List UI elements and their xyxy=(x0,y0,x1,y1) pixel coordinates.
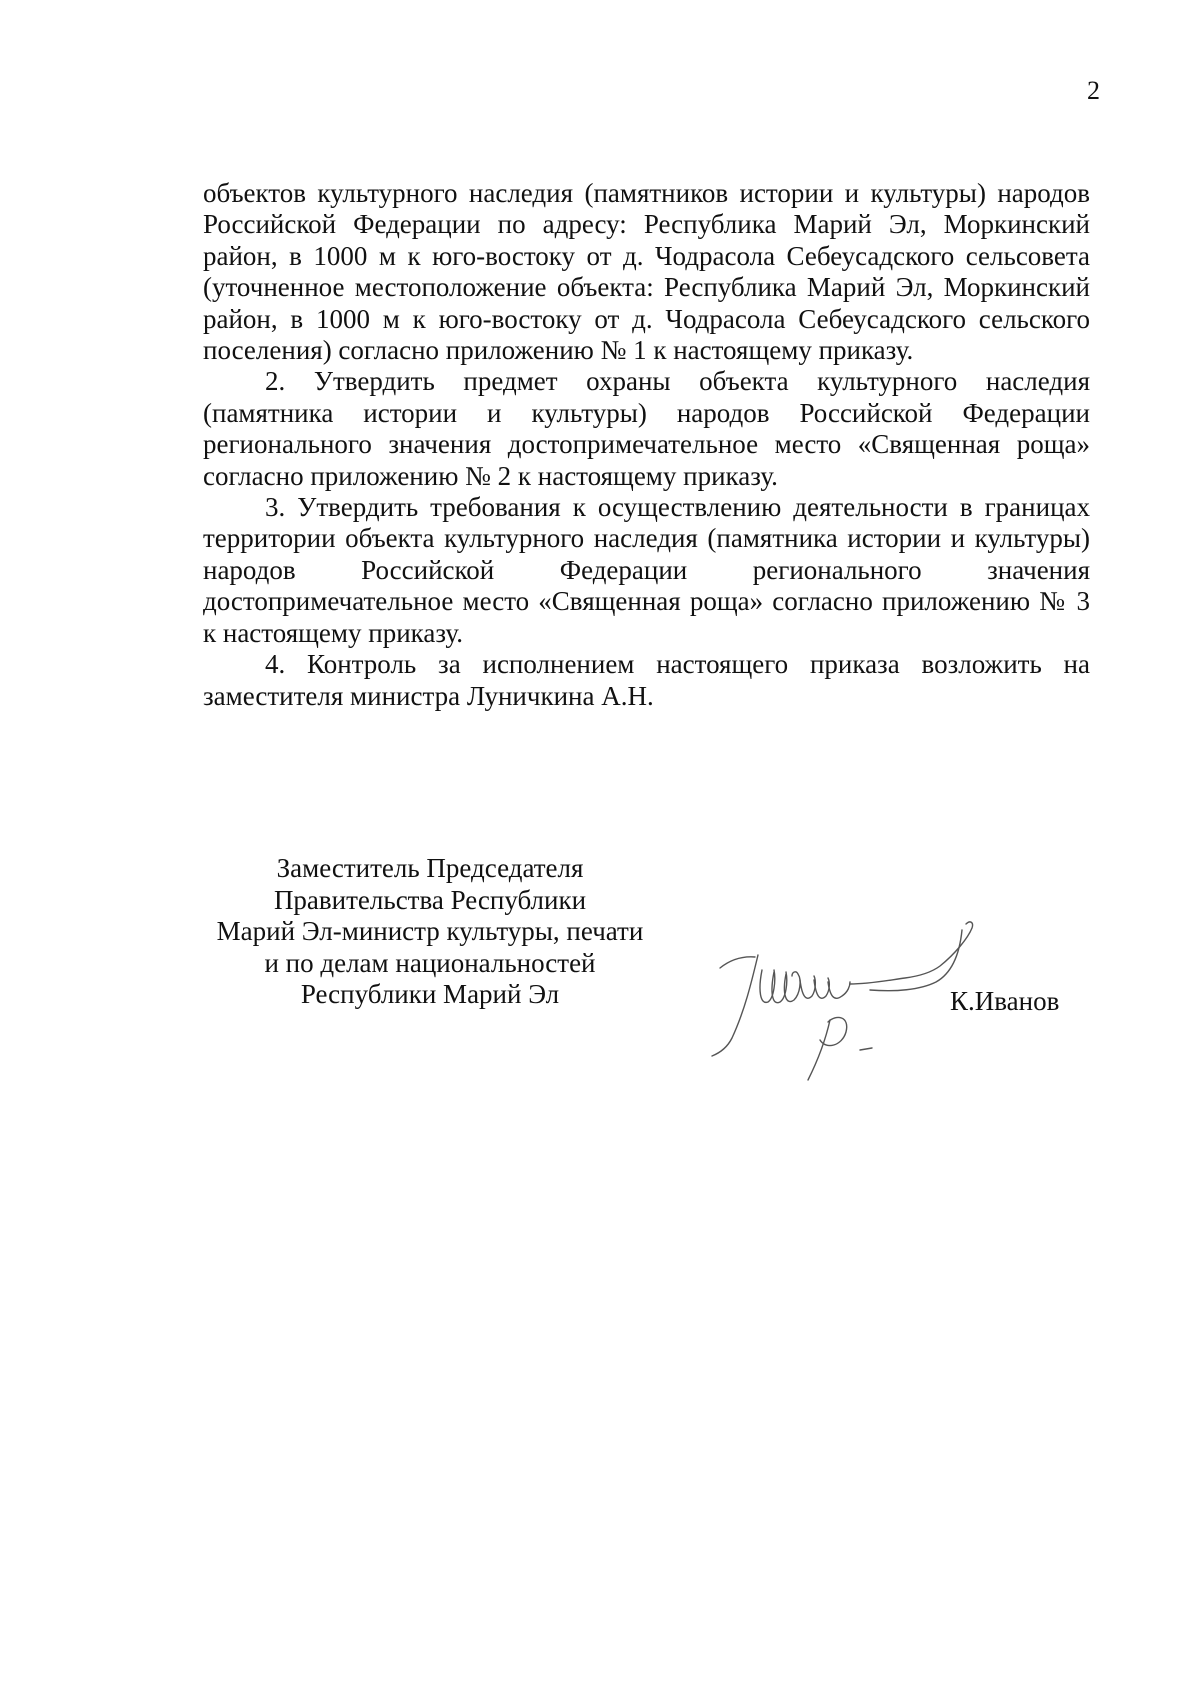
page-number: 2 xyxy=(1087,76,1100,105)
paragraph-3: 3. Утвердить требования к осуществлению деятельности в границах территории объекта культурного наследия (памятника истории и культуры) народов Российской Федерации регионального значения достопримечательное место «Священная роща» согласно приложению № 3 к настоящему приказу. xyxy=(203,492,1090,648)
paragraph-2: 2. Утвердить предмет охраны объекта культурного наследия (памятника истории и культуры) народов Российской Федерации регионального значения достопримечательное место «Священная роща» согласно приложению № 2 к настоящему приказу. xyxy=(203,366,1090,491)
signer-name: К.Иванов xyxy=(950,986,1060,1016)
position-line: Марий Эл-министр культуры, печати xyxy=(216,916,644,947)
document-body xyxy=(203,178,1090,712)
paragraph-1: объектов культурного наследия (памятников истории и культуры) народов Российской Федерации по адресу: Республика Марий Эл, Моркинский район, в 1000 м к юго-востоку от д. Чодрасола Себеусадского сельсовета (уточненное местоположение объекта: Республика Марий Эл, Моркинский район, в 1000 м к юго-востоку от д. Чодрасола Себеусадского сельского поселения) согласно приложению № 1 к настоящему приказу. xyxy=(203,178,1090,366)
paragraph-4: 4. Контроль за исполнением настоящего приказа возложить на заместителя министра Луничкина А.Н. xyxy=(203,649,1090,711)
position-line: Республики Марий Эл xyxy=(300,979,560,1010)
position-line: Правительства Республики xyxy=(273,884,587,915)
position-line: Заместитель Председателя xyxy=(276,853,584,883)
position-line: и по делам национальностей xyxy=(264,947,596,978)
signatory-position xyxy=(170,853,690,1011)
